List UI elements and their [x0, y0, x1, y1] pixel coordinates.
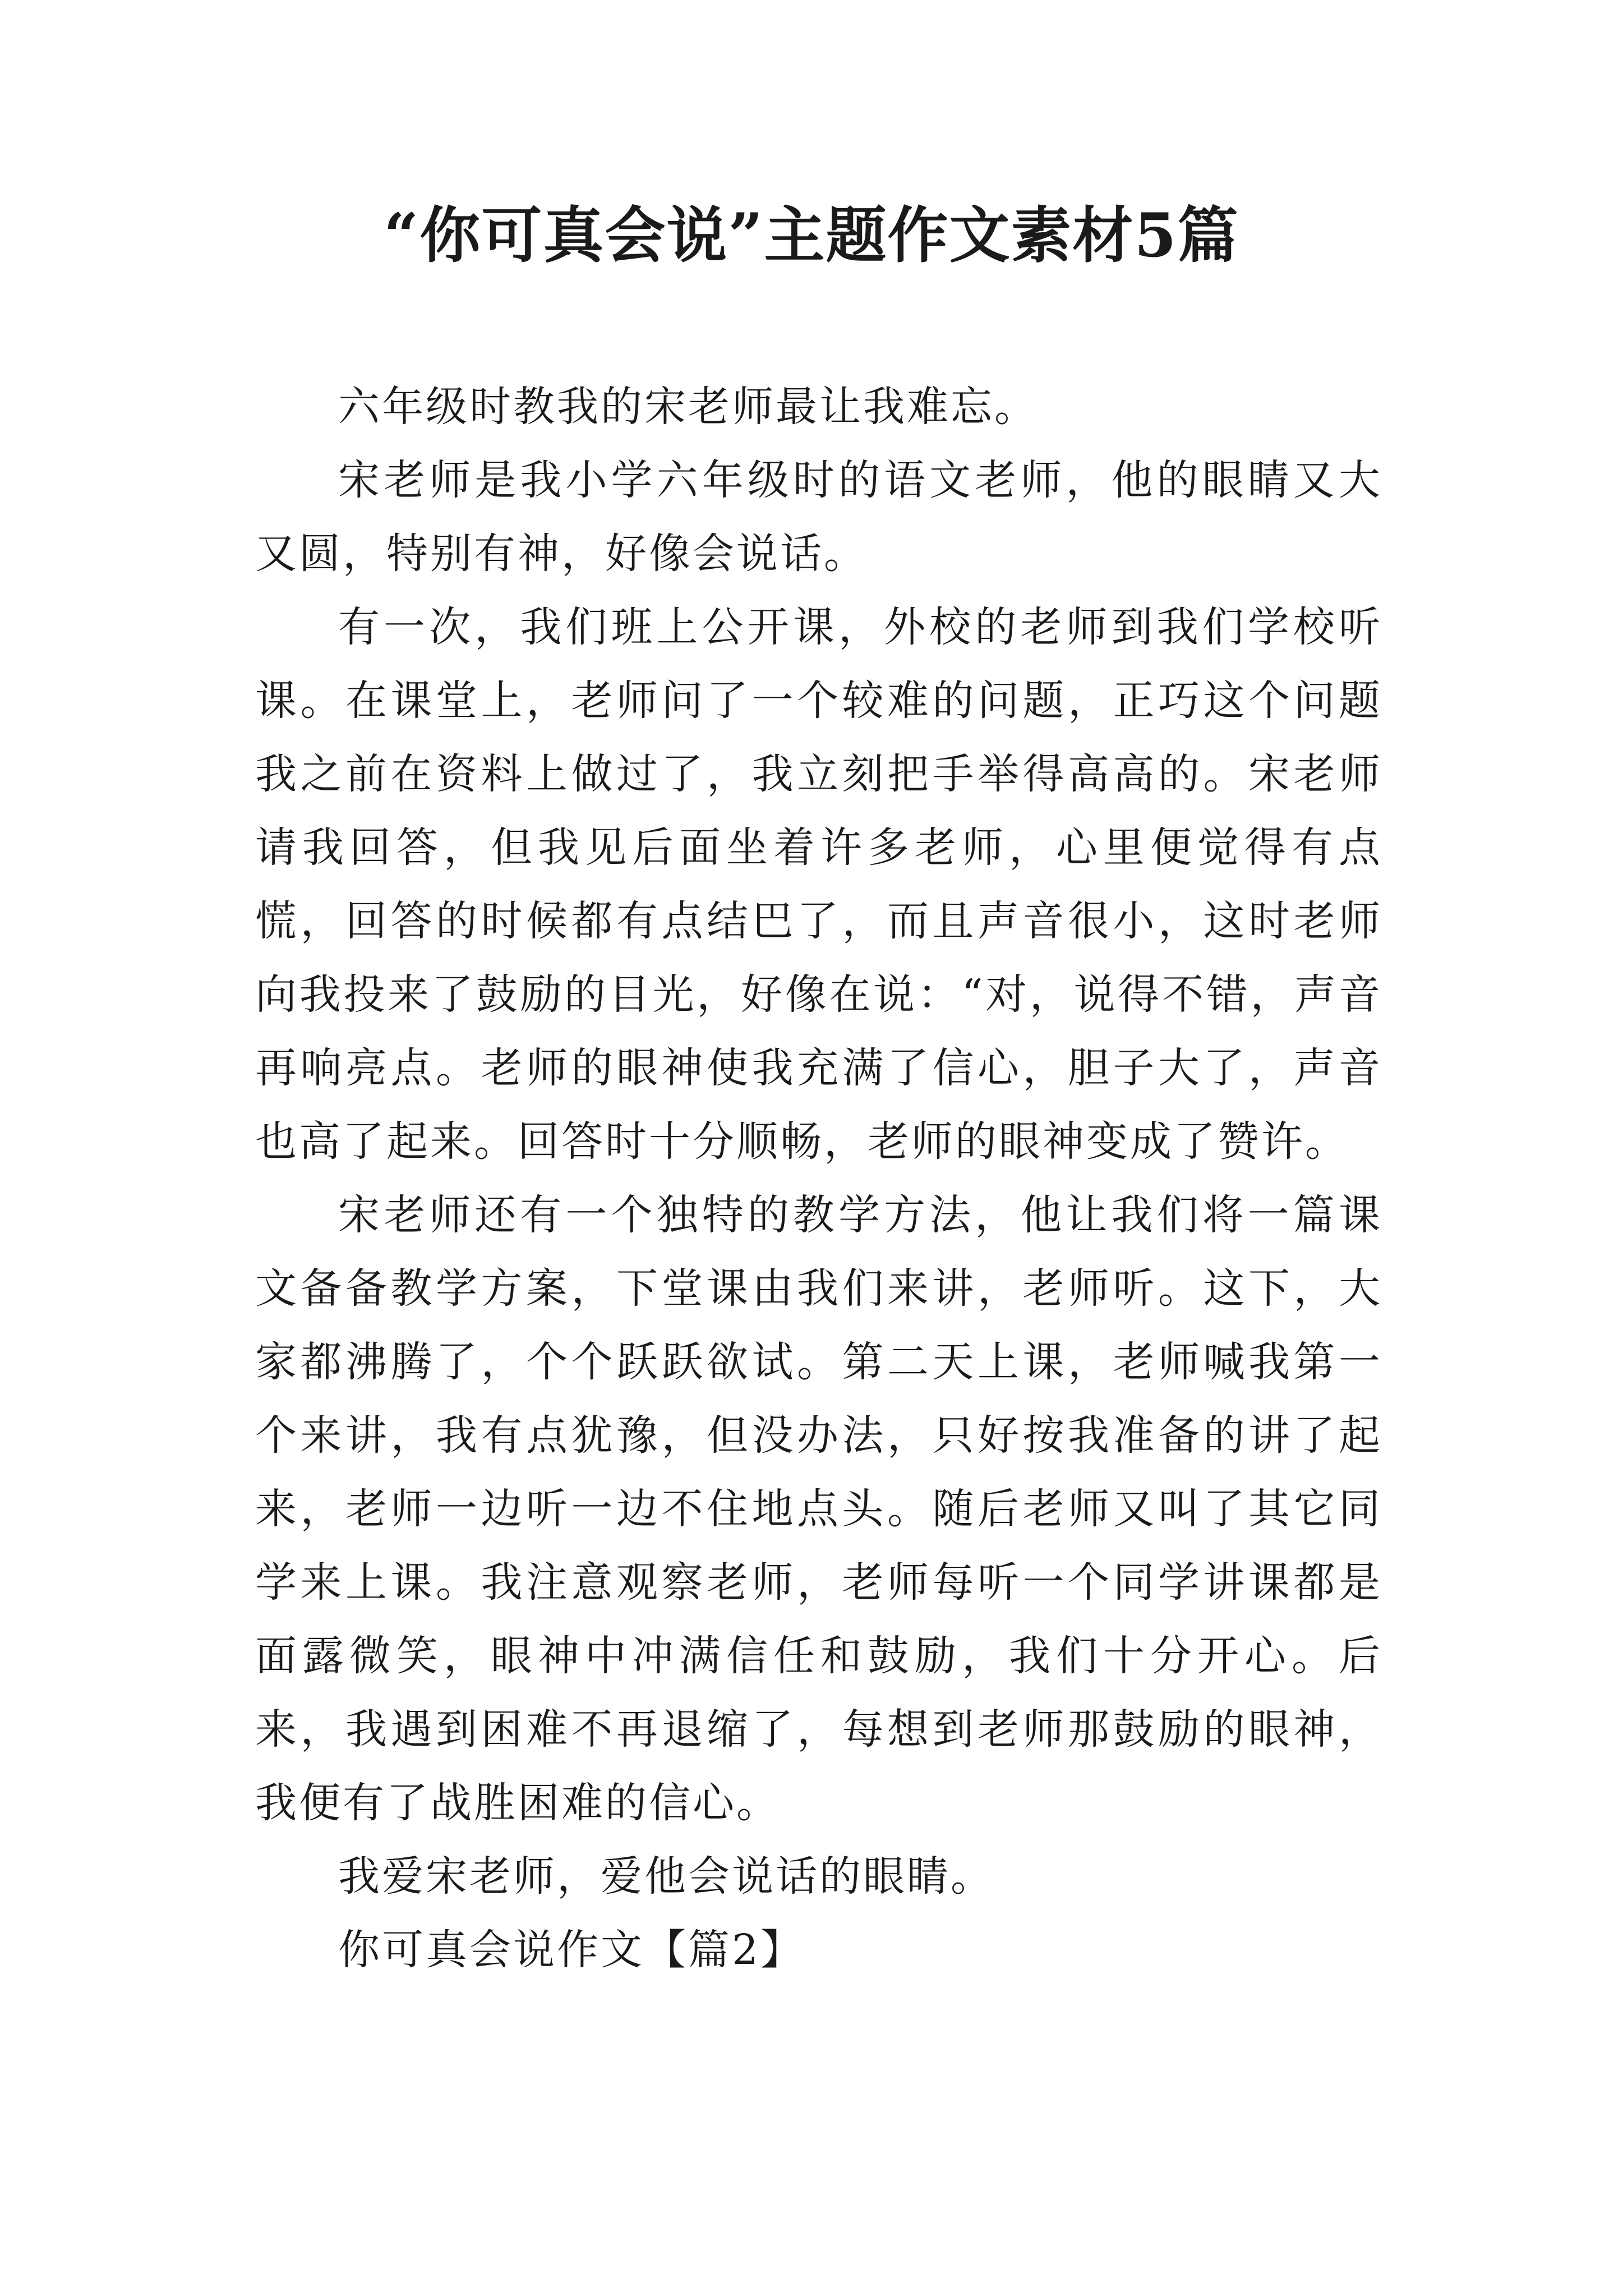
section-heading-part-2: 你可真会说作文【篇2】 — [338, 1926, 805, 1974]
paragraph-2: 宋老师是我小学六年级时的语文老师，他的眼睛又大又圆，特别有神，好像会说话。 — [255, 456, 1382, 578]
document-body — [255, 370, 1382, 1987]
paragraph-3: 有一次，我们班上公开课，外校的老师到我们学校听课。在课堂上，老师问了一个较难的问题，正巧这个问题我之前在资料上做过了，我立刻把手举得高高的。宋老师请我回答，但我见后面坐着许多老师，心里便觉得有点慌，回答的时候都有点结巴了，而且声音很小，这时老师向我投来了鼓励的目光，好像在说：“对，说得不错，声音再响亮点。老师的眼神使我充满了信心，胆子大了，声音也高了起来。回答时十分顺畅，老师的眼神变成了赞许。 — [255, 603, 1382, 1166]
paragraph-5: 我爱宋老师，爱他会说话的眼睛。 — [338, 1852, 994, 1901]
paragraph-4: 宋老师还有一个独特的教学方法，他让我们将一篇课文备备教学方案，下堂课由我们来讲，老师听。这下，大家都沸腾了，个个跃跃欲试。第二天上课，老师喊我第一个来讲，我有点犹豫，但没办法，只好按我准备的讲了起来，老师一边听一边不住地点头。随后老师又叫了其它同学来上课。我注意观察老师，老师每听一个同学讲课都是面露微笑，眼神中冲满信任和鼓励，我们十分开心。后来，我遇到困难不再退缩了，每想到老师那鼓励的眼神，我便有了战胜困难的信心。 — [255, 1191, 1382, 1827]
paragraph-1: 六年级时教我的宋老师最让我难忘。 — [338, 383, 1038, 431]
document-title: “你可真会说”主题作文素材5篇 — [384, 200, 1239, 271]
